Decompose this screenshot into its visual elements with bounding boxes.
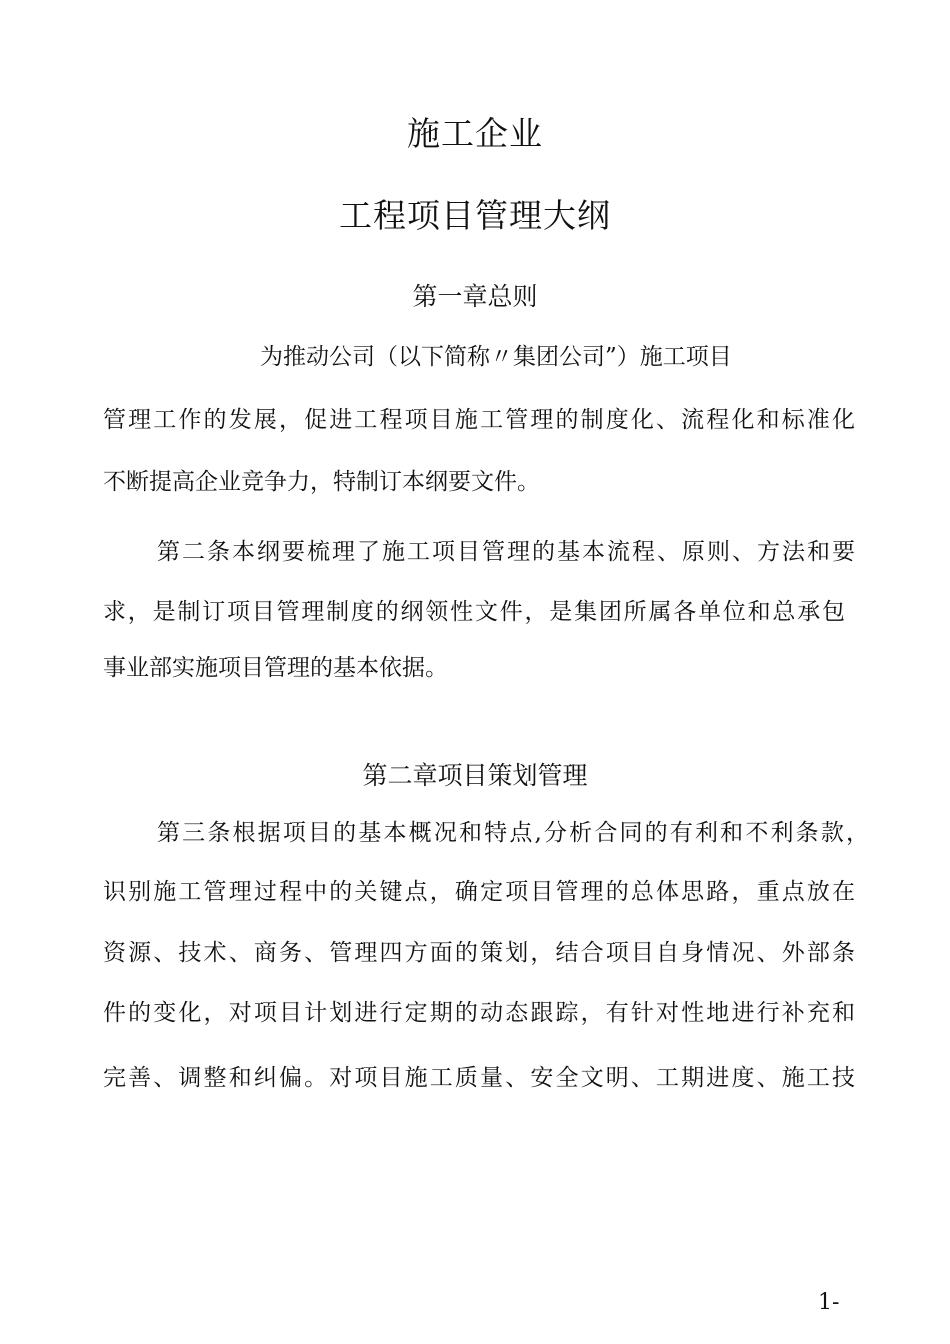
paragraph-line: 第三条根据项目的基本概况和特点,分析合同的有利和不利条款，	[157, 820, 869, 846]
page-number: 1-	[818, 1290, 840, 1315]
document-title-line-2: 工程项目管理大纲	[339, 196, 611, 235]
paragraph-line: 第二条本纲要梳理了施工项目管理的基本流程、原则、方法和要	[157, 539, 855, 565]
paragraph-line: 为推动公司（以下简称〃集团公司”）施工项目	[260, 344, 732, 370]
paragraph-line: 件的变化，对项目计划进行定期的动态跟踪，有针对性地进行补充和	[103, 1000, 855, 1026]
paragraph-line: 识别施工管理过程中的关键点，确定项目管理的总体思路，重点放在	[103, 879, 855, 905]
paragraph-line: 管理工作的发展，促进工程项目施工管理的制度化、流程化和标准化	[103, 407, 855, 433]
paragraph-line: 资源、技术、商务、管理四方面的策划，结合项目自身情况、外部条	[103, 940, 855, 966]
paragraph-line: 事业部实施项目管理的基本依据。	[103, 655, 448, 681]
paragraph-line: 求，是制订项目管理制度的纲领性文件，是集团所属各单位和总承包	[103, 599, 845, 625]
paragraph-line: 不断提高企业竞争力，特制订本纲要文件。	[103, 469, 540, 495]
paragraph-line: 完善、调整和纠偏。对项目施工质量、安全文明、工期进度、施工技	[103, 1065, 855, 1091]
chapter-2-heading: 第二章项目策划管理	[362, 761, 588, 790]
document-title-line-1: 施工企业	[407, 114, 543, 153]
chapter-1-heading: 第一章总则	[412, 282, 538, 311]
